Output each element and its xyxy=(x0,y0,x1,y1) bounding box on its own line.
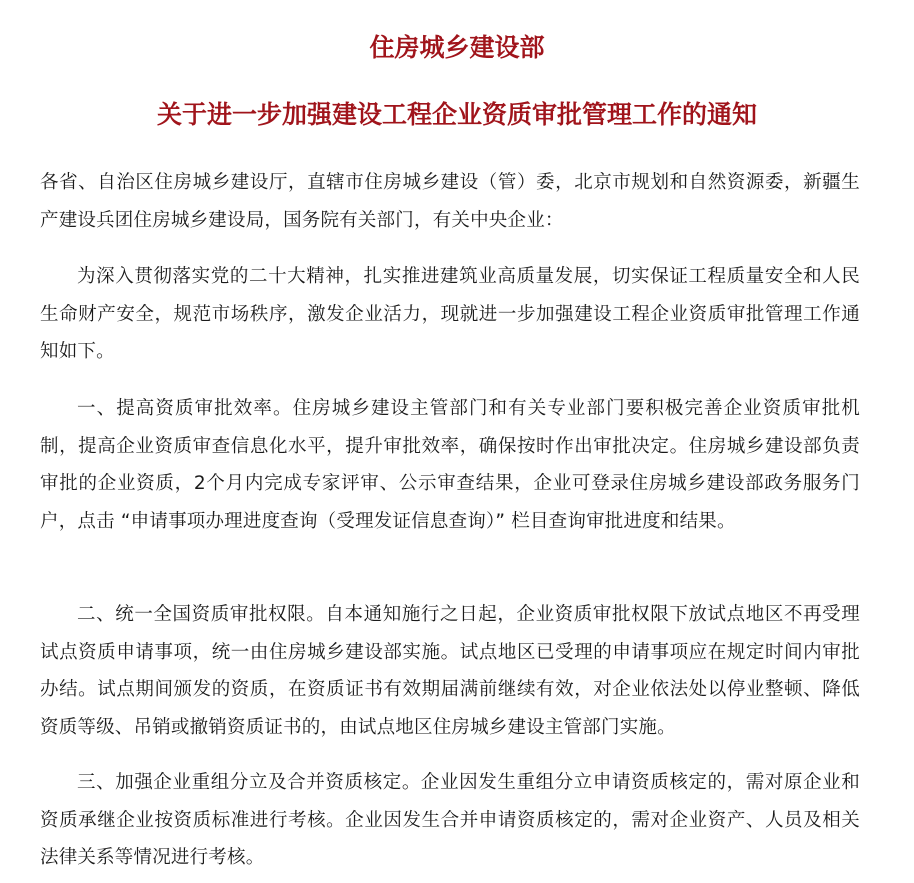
item-1-paragraph: 一、提高资质审批效率。住房城乡建设主管部门和有关专业部门要积极完善企业资质审批机制，提高企业资质审查信息化水平，提升审批效率，确保按时作出审批决定。住房城乡建设部负责审批的企业资质，2个月内完成专家评审、公示审查结果，企业可登录住房城乡建设部政务服务门户，点击 “申请事项办理进度查询（受理发证信息查询）” 栏目查询审批进度和结果。 xyxy=(40,398,860,532)
intro-paragraph: 为深入贯彻落实党的二十大精神，扎实推进建筑业高质量发展，切实保证工程质量安全和人民生命财产安全，规范市场秩序，激发企业活力，现就进一步加强建设工程企业资质审批管理工作通知如下。 xyxy=(40,266,860,362)
item-3-paragraph: 三、加强企业重组分立及合并资质核定。企业因发生重组分立申请资质核定的，需对原企业和资质承继企业按资质标准进行考核。企业因发生合并申请资质核定的，需对企业资产、人员及相关法律关系等情况进行考核。 xyxy=(40,772,860,868)
notice-title: 关于进一步加强建设工程企业资质审批管理工作的通知 xyxy=(156,100,757,129)
item-2-paragraph: 二、统一全国资质审批权限。自本通知施行之日起，企业资质审批权限下放试点地区不再受理试点资质申请事项，统一由住房城乡建设部实施。试点地区已受理的申请事项应在规定时间内审批办结。试点期间颁发的资质，在资质证书有效期届满前继续有效，对企业依法处以停业整顿、降低资质等级、吊销或撤销资质证书的，由试点地区住房城乡建设主管部门实施。 xyxy=(40,604,860,738)
issuer-heading: 住房城乡建设部 xyxy=(369,33,545,62)
salutation-paragraph: 各省、自治区住房城乡建设厅，直辖市住房城乡建设（管）委，北京市规划和自然资源委，新疆生产建设兵团住房城乡建设局，国务院有关部门，有关中央企业： xyxy=(40,172,860,231)
